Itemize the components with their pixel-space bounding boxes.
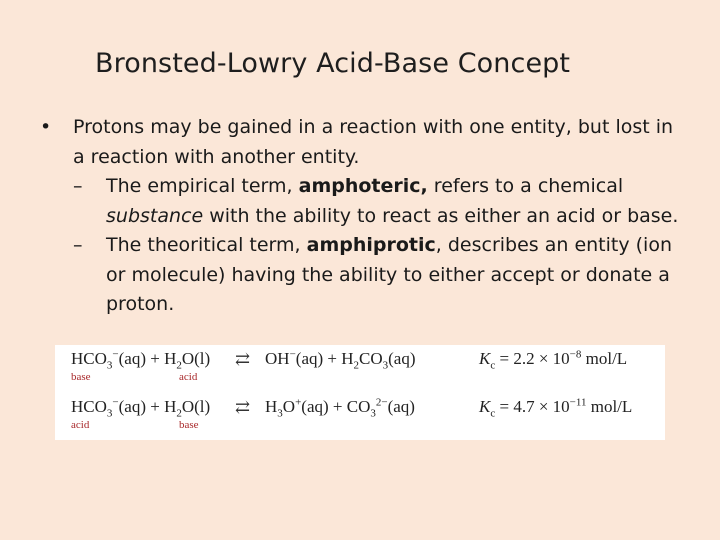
- sub-bullet-text-post: , describes an entity (ion or molecule) having the ability to either accept or donate a proton.: [106, 234, 672, 315]
- slide-body: [40, 113, 690, 320]
- dash-mark: –: [73, 234, 83, 256]
- equilibrium-constant: $K_c = 4.7 \times 10^{-11}$ mol/L: [479, 396, 633, 420]
- equation-reactants: $HCO_3^-(aq) + H_2O(l)$: [71, 348, 211, 372]
- term-amphoteric: amphoteric,: [298, 175, 428, 197]
- role-label-acid: acid: [71, 419, 90, 431]
- role-label-acid: acid: [179, 371, 198, 383]
- slide-title: Bronsted-Lowry Acid-Base Concept: [95, 48, 571, 79]
- equilibrium-constant: $K_c = 2.2 \times 10^{-8}$ mol/L: [479, 348, 628, 372]
- sub-bullet-text-pre: The theoritical term,: [106, 234, 307, 256]
- term-amphiprotic: amphiprotic: [306, 234, 436, 256]
- role-label-base: base: [71, 371, 91, 383]
- equation-row: [55, 349, 665, 389]
- equilibrium-arrow-icon: ⇄: [235, 349, 251, 369]
- bullet-item: [40, 113, 690, 172]
- dash-mark: –: [73, 175, 83, 197]
- sub-bullet-amphoteric: [40, 172, 690, 231]
- italic-substance: substance: [106, 204, 204, 227]
- equation-row: [55, 397, 665, 437]
- sub-bullet-amphiprotic: [40, 231, 690, 320]
- equilibrium-arrow-icon: ⇄: [235, 397, 251, 417]
- sub-bullet-text-mid: refers to a chemical: [427, 175, 624, 197]
- bullet-text: Protons may be gained in a reaction with one entity, but lost in a reaction with another entity.: [73, 116, 674, 168]
- equation-reactants: $HCO_3^-(aq) + H_2O(l)$: [71, 396, 211, 420]
- sub-bullet-text-pre: The empirical term,: [106, 175, 299, 197]
- equation-products: $H_3O^+(aq) + CO_3^{2-}(aq)$: [265, 396, 415, 420]
- role-label-base: base: [179, 419, 199, 431]
- bullet-mark: •: [40, 116, 52, 138]
- equation-products: $OH^-(aq) + H_2CO_3(aq)$: [265, 348, 416, 372]
- equations-image: [55, 345, 665, 440]
- sub-bullet-text-post: with the ability to react as either an acid or base.: [203, 204, 679, 227]
